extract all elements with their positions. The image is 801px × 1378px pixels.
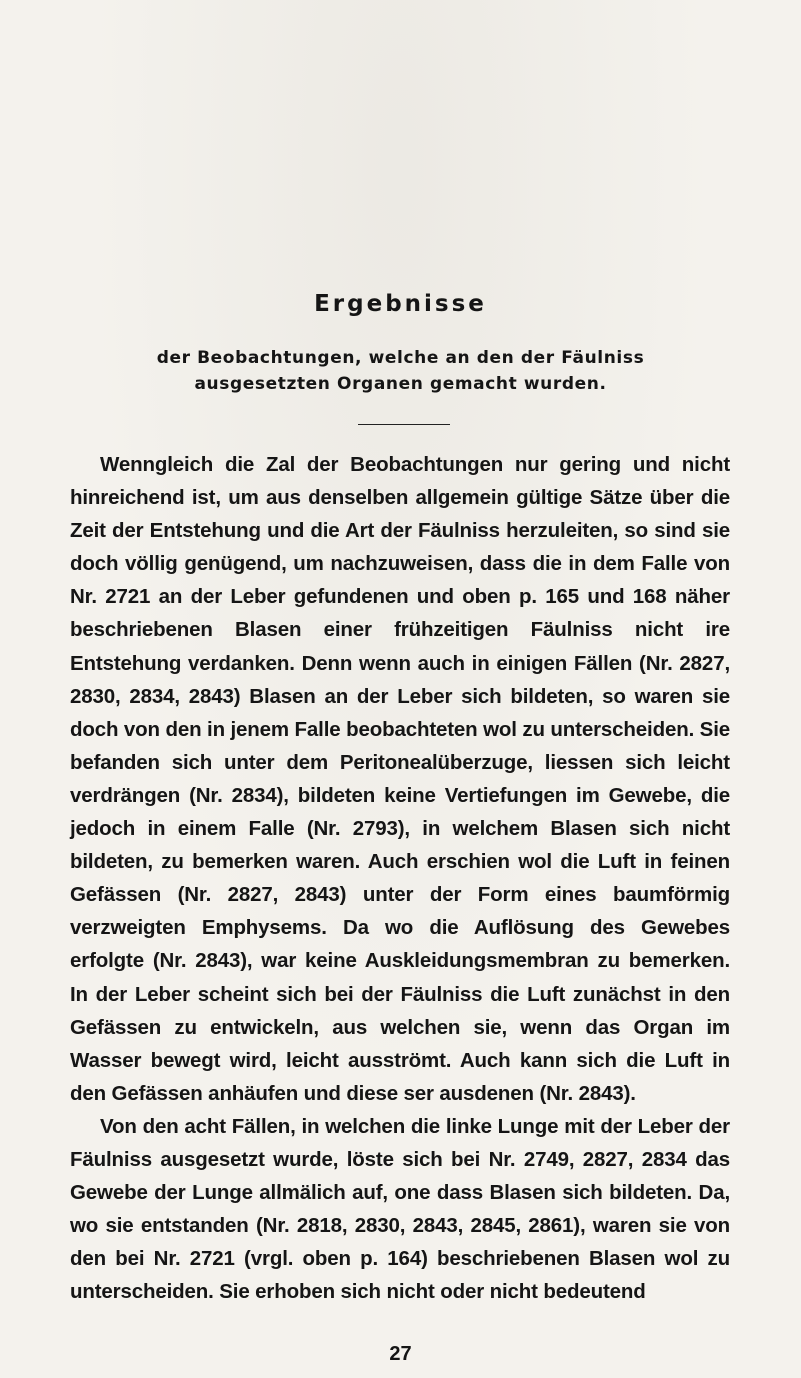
- paragraph: Wenngleich die Zal der Beobachtungen nur gering und nicht hinreichend ist, um aus denselben allgemein gültige Sätze über die Zeit der Entstehung und die Art der Fäulniss herzuleiten, so sind sie doch völlig genügend, um nachzuweisen, dass die in dem Falle von Nr. 2721 an der Leber gefundenen und oben p. 165 und 168 näher beschriebenen Blasen einer frühzeitigen Fäulniss nicht ire Entstehung verdanken. Denn wenn auch in einigen Fällen (Nr. 2827, 2830, 2834, 2843) Blasen an der Leber sich bildeten, so waren sie doch von den in jenem Falle beobachteten wol zu unterscheiden. Sie befanden sich unter dem Peritonealüberzuge, liessen sich leicht verdrängen (Nr. 2834), bildeten keine Vertiefungen im Gewebe, die jedoch in einem Falle (Nr. 2793), in welchem Blasen sich nicht bildeten, zu bemerken waren. Auch erschien wol die Luft in feinen Gefässen (Nr. 2827, 2843) unter der Form eines baumförmig verzweigten Emphysems. Da wo die Auflösung des Gewebes erfolgte (Nr. 2843), war keine Auskleidungsmembran zu bemerken. In der Leber scheint sich bei der Fäulniss die Luft zunächst in den Gefässen zu entwickeln, aus welchen sie, wenn das Organ im Wasser bewegt wird, leicht ausströmt. Auch kann sich die Luft in den Gefässen anhäufen und diese ser ausdenen (Nr. 2843).: [70, 453, 730, 1105]
- heading-subtitle-line1: der Beobachtungen, welche an den der Fäulniss: [156, 348, 645, 368]
- section-divider: [358, 424, 450, 425]
- body-text: [70, 448, 730, 1308]
- paragraph: Von den acht Fällen, in welchen die linke Lunge mit der Leber der Fäulniss ausgesetzt wurde, löste sich bei Nr. 2749, 2827, 2834 das Gewebe der Lunge allmälich auf, one dass Blasen sich bildeten. Da, wo sie entstanden (Nr. 2818, 2830, 2843, 2845, 2861), waren sie von den bei Nr. 2721 (vrgl. oben p. 164) beschriebenen Blasen wol zu unterscheiden. Sie erhoben sich nicht oder nicht bedeutend: [70, 1114, 730, 1304]
- page-number: 27: [389, 1343, 412, 1365]
- heading-title: Ergebnisse: [314, 291, 487, 317]
- heading-subtitle-line2: ausgesetzten Organen gemacht wurden.: [194, 374, 607, 394]
